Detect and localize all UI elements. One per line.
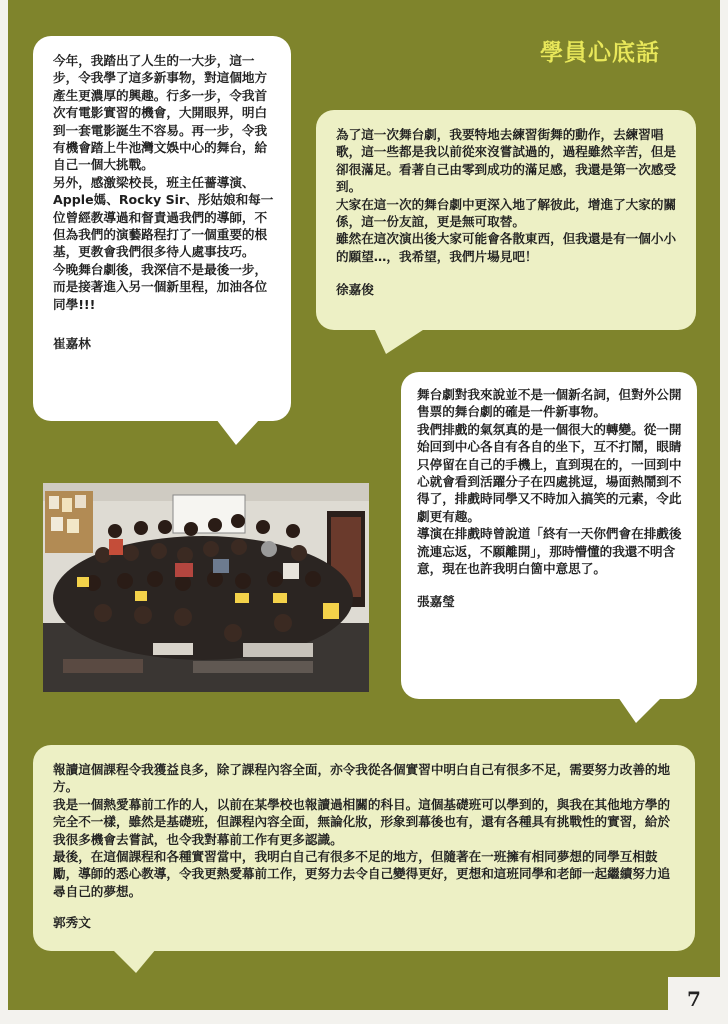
testimonial-paragraph: 今晚舞台劇後，我深信不是最後一步，而是接著進入另一個新里程，加油各位同學!!!	[53, 261, 268, 312]
speech-tail	[112, 949, 156, 973]
speech-tail	[216, 419, 260, 445]
testimonial-author: 郭秀文	[53, 915, 91, 931]
testimonial-paragraph: 我們排戲的氣氛真的是一個很大的轉變。從一開始回到中心各自有各自的坐下，互不打鬧，眼睛只停留在自己的手機上，直到現在的，一回到中心就會看到活躍分子在四處挑逗，場面熱鬧到不得了，排戲時同學又不時加入搞笑的元素，令此劇更有趣。	[417, 421, 682, 524]
testimonial-paragraph: 最後，在這個課程和各種實習當中，我明白自己有很多不足的地方，但隨著在一班擁有相同夢想的同學互相鼓勵，導師的悉心教導，令我更熱愛幕前工作，更努力去令自己變得更好，更想和這班同學和老師一起繼續努力追尋自己的夢想。	[53, 849, 671, 899]
testimonial-paragraph: 舞台劇對我來說並不是一個新名詞，但對外公開售票的舞台劇的確是一件新事物。	[417, 387, 682, 420]
speech-tail	[618, 697, 662, 723]
testimonial-paragraph: 導演在排戲時曾說道「終有一天你們會在排戲後流連忘返，不願離開」，那時懵懂的我還不明含意，現在也許我明白箇中意思了。	[417, 526, 682, 577]
page-number: 7	[668, 977, 720, 1021]
group-photo	[43, 483, 369, 692]
testimonial-author: 張嘉瑩	[417, 594, 455, 610]
testimonial-paragraph: 另外，感激梁校長，班主任薔導演、Apple媽、Rocky Sir、彤姑娘和每一位曾經教導過和督責過我們的導師，不但為我們的演藝路程打了一個重要的根基，更教會我們很多待人處事技巧。	[53, 174, 274, 260]
testimonial-paragraph: 雖然在這次演出後大家可能會各散東西，但我還是有一個小小的願望…，我希望，我們片場見吧！	[336, 231, 677, 264]
testimonial-author: 徐嘉俊	[336, 282, 374, 298]
testimonial-paragraph: 我是一個熱愛幕前工作的人，以前在某學校也報讀過相關的科目。這個基礎班可以學到的，與我在其他地方學的完全不一樣，雖然是基礎班，但課程內容全面，無論化妝，形象到幕後也有，還有各種具有挑戰性的實習，給於我很多機會去嘗試，也令我對幕前工作有更多認識。	[53, 796, 671, 847]
page-heading: 學員心底話	[540, 40, 660, 66]
testimonial-author: 崔嘉林	[53, 336, 91, 352]
speech-tail	[374, 328, 426, 354]
testimonial-paragraph: 報讀這個課程令我獲益良多，除了課程內容全面，亦令我從各個實習中明白自己有很多不足，需要努力改善的地方。	[53, 762, 671, 795]
testimonial-paragraph: 為了這一次舞台劇，我要特地去練習街舞的動作，去練習唱歌，這一些都是我以前從來沒嘗試過的，過程雖然辛苦，但是卻很滿足。看著自己由零到成功的滿足感，我還是第一次感受到。	[336, 127, 677, 195]
testimonial-paragraph: 今年，我踏出了人生的一大步，這一步，令我學了這多新事物，對這個地方產生更濃厚的興趣。行多一步，令我首次有電影實習的機會，大開眼界，明白到一套電影誕生不容易。再一步，令我有機會踏上牛池灣文娛中心的舞台，給自己一個大挑戰。	[53, 53, 268, 173]
testimonial-paragraph: 大家在這一次的舞台劇中更深入地了解彼此，增進了大家的關係，這一份友誼，更是無可取替。	[336, 196, 677, 230]
